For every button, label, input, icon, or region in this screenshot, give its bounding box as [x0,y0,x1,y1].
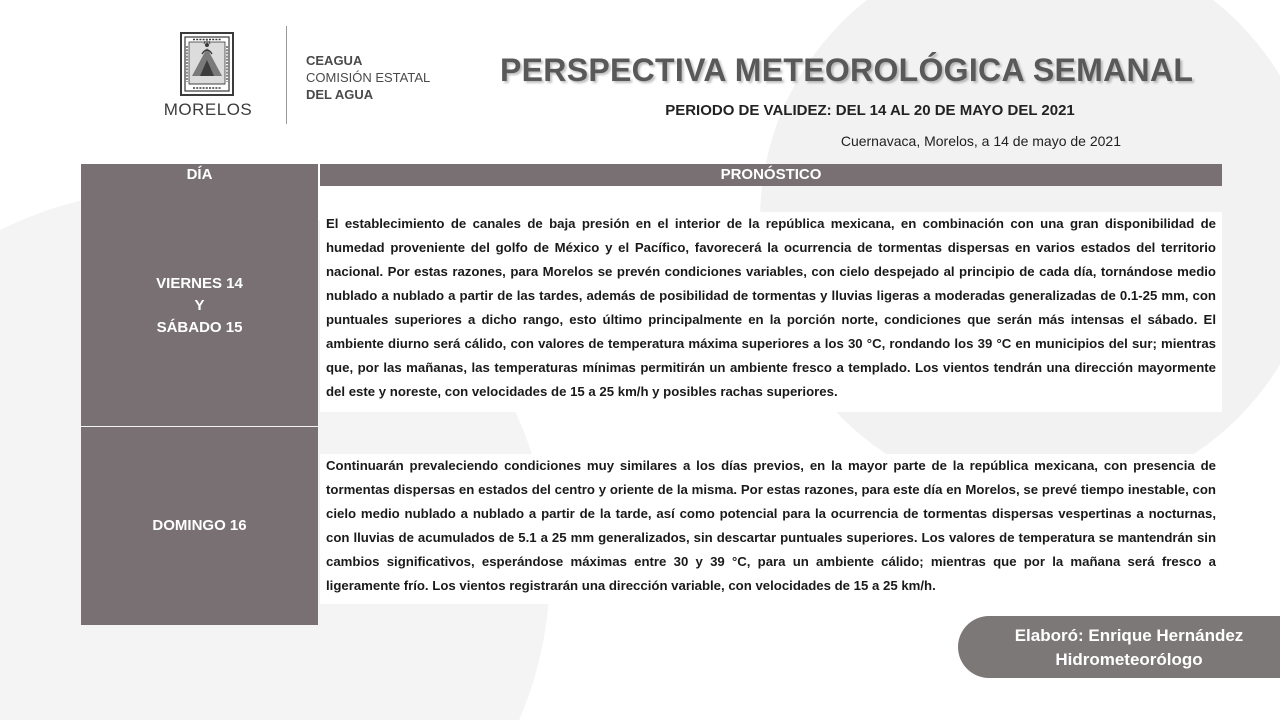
org-line-2: COMISIÓN ESTATAL [306,70,431,85]
author-role: Hidrometeorólogo [1055,650,1203,669]
place-date: Cuernavaca, Morelos, a 14 de mayo de 2021 [840,133,1121,149]
page-title: PERSPECTIVA METEOROLÓGICA SEMANAL [500,52,1194,88]
forecast-text: Continuarán prevaleciendo condiciones muy similares a los días previos, en la mayor parte de la república mexicana, con presencia de tormentas dispersas en estados del centro y oriente de la misma. Por estas razones, para este día en Morelos, se prevé tiempo inestable, con cielo medio nublado a nublado a partir de la tarde, así como potencial para la ocurrencia de tormentas dispersas vespertinas a nocturnas, con lluvias de acumulados de 5.1 a 25 mm generalizados, sin descartar puntuales superiores. Los valores de temperatura se mantendrán sin cambios significativos, esperándose máximas entre 30 y 39 °C, para un ambiente cálido; mientras que por la mañana será fresco a ligeramente frío. Los vientos registrarán una dirección variable, con velocidades de 15 a 25 km/h. [320,454,1222,604]
day-line: SÁBADO 15 [156,319,243,336]
logo-divider [286,26,287,124]
day-line: DOMINGO 16 [152,517,247,534]
column-header-forecast: PRONÓSTICO [320,164,1222,186]
forecast-text: El establecimiento de canales de baja presión en el interior de la república mexicana, en combinación con una gran disponibilidad de humedad proveniente del golfo de México y el Pacífico, favorecerá la ocurrencia de tormentas dispersas en varios estados del territorio nacional. Por estas razones, para Morelos se prevén condiciones variables, con cielo despejado al principio de cada día, tornándose medio nublado a nublado a partir de las tardes, además de posibilidad de tormentas y lluvias ligeras a moderadas generalizadas de 0.1-25 mm, con puntuales superiores a dicho rango, esto último principalmente en la porción norte, condiciones que serán más intensas el sábado. El ambiente diurno será cálido, con valores de temperatura máxima superiores a los 30 °C, rondando los 39 °C en municipios del sur; mientras que, por las mañanas, las temperaturas mínimas permitirán un ambiente fresco a templado. Los vientos tendrán una dirección mayormente del este y noreste, con velocidades de 15 a 25 km/h y posibles rachas superiores. [320,212,1222,412]
org-line-3: DEL AGUA [306,87,374,102]
org-name [306,52,430,103]
day-cell [81,186,318,426]
day-line: VIERNES 14 [156,275,243,292]
day-line: Y [194,297,205,314]
day-cell [81,427,318,625]
logo-label: MORELOS [163,100,253,119]
org-acronym: CEAGUA [306,53,363,68]
validity-period: PERIODO DE VALIDEZ: DEL 14 AL 20 DE MAYO DEL 2021 [665,102,1075,119]
morelos-coat-of-arms-icon [180,32,234,96]
author-credit [992,624,1266,672]
author-name: Elaboró: Enrique Hernández [1014,626,1244,645]
forecast-table [81,164,1222,625]
column-header-day: DÍA [81,164,318,186]
